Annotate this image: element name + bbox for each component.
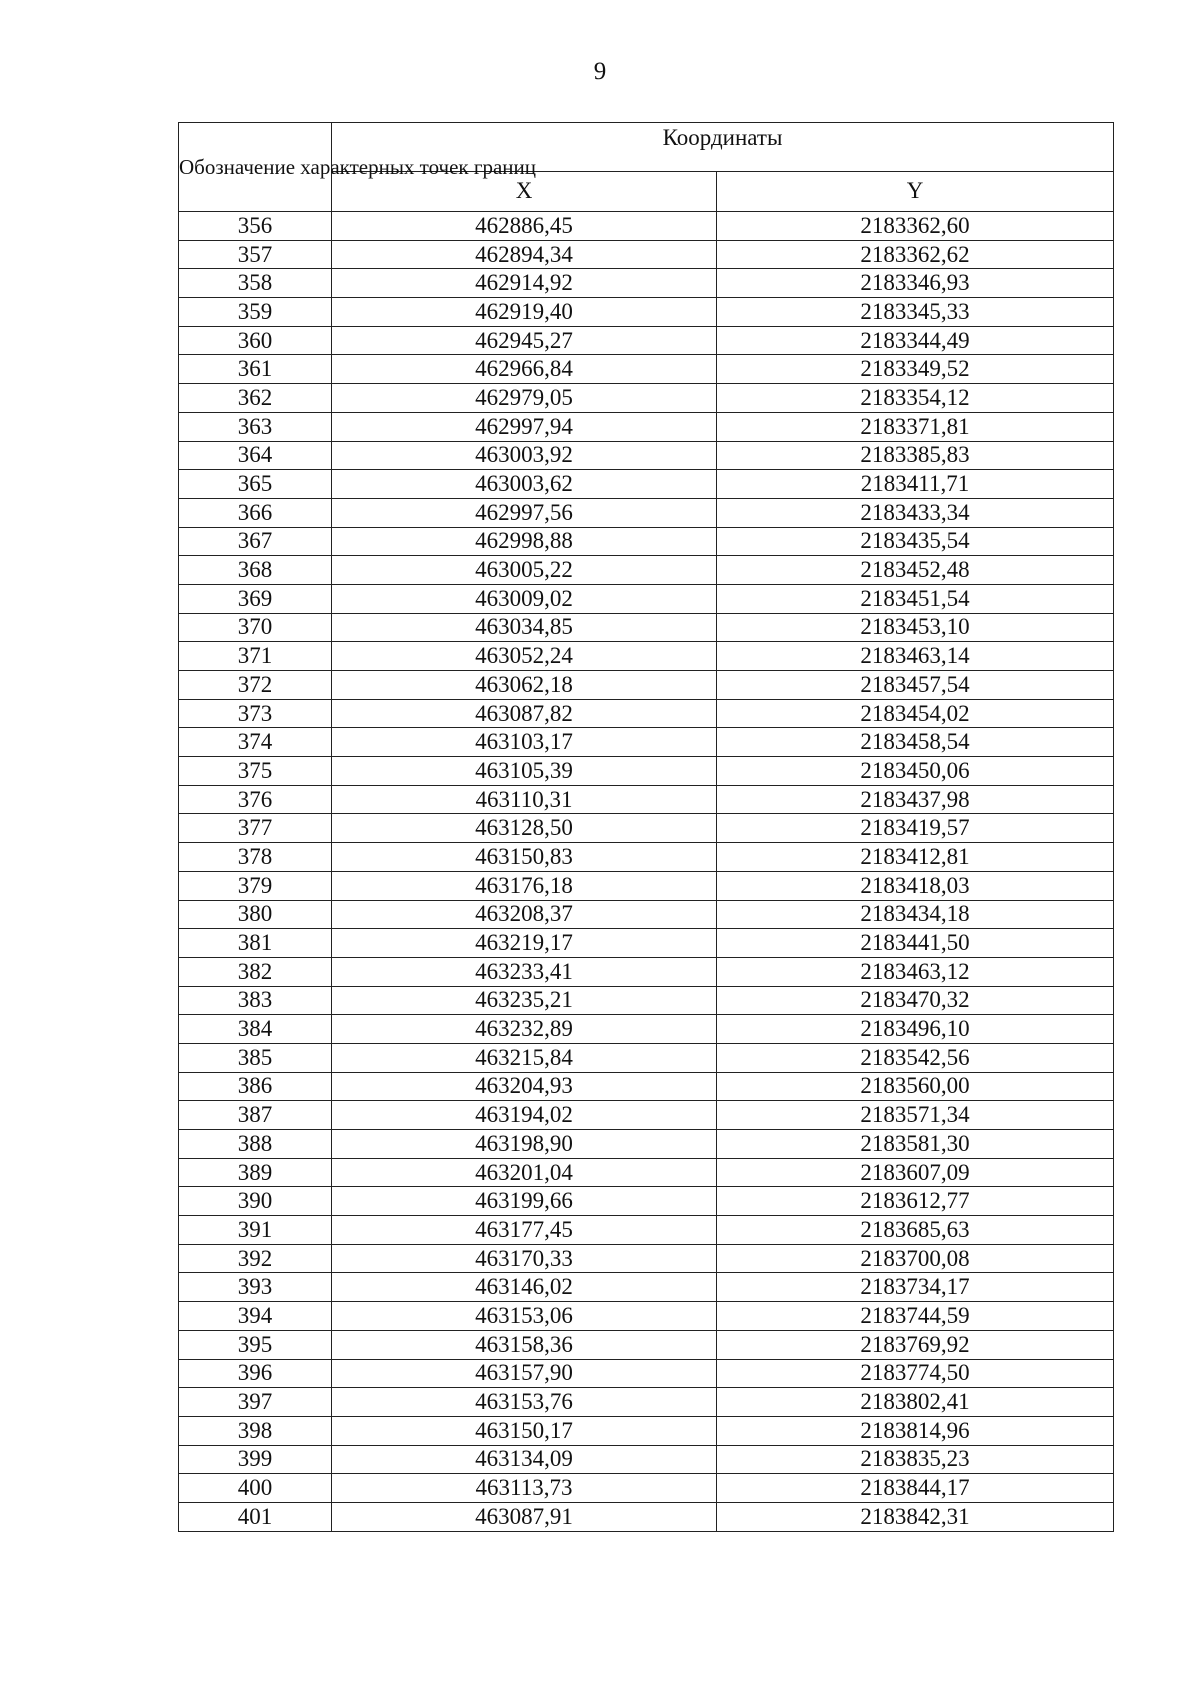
- point-cell: 372: [179, 671, 332, 700]
- x-cell: 463233,41: [332, 957, 717, 986]
- y-cell: 2183458,54: [717, 728, 1114, 757]
- table-row: [179, 1101, 1114, 1130]
- x-cell: 463052,24: [332, 642, 717, 671]
- table-row: [179, 1474, 1114, 1503]
- x-cell: 463170,33: [332, 1244, 717, 1273]
- header-point-designation: Обозначение характерных точек границ: [179, 123, 332, 212]
- y-cell: 2183454,02: [717, 699, 1114, 728]
- x-cell: 463194,02: [332, 1101, 717, 1130]
- point-cell: 386: [179, 1072, 332, 1101]
- x-cell: 462945,27: [332, 326, 717, 355]
- table-row: [179, 1302, 1114, 1331]
- x-cell: 463113,73: [332, 1474, 717, 1503]
- point-cell: 380: [179, 900, 332, 929]
- point-cell: 389: [179, 1158, 332, 1187]
- table-row: [179, 584, 1114, 613]
- x-cell: 462886,45: [332, 212, 717, 241]
- point-cell: 396: [179, 1359, 332, 1388]
- table-row: [179, 671, 1114, 700]
- y-cell: 2183453,10: [717, 613, 1114, 642]
- table-row: [179, 412, 1114, 441]
- x-cell: 463103,17: [332, 728, 717, 757]
- table-row: [179, 785, 1114, 814]
- table-row: [179, 470, 1114, 499]
- x-cell: 462997,94: [332, 412, 717, 441]
- table-row: [179, 1130, 1114, 1159]
- table-row: [179, 843, 1114, 872]
- page-number: 9: [593, 58, 607, 85]
- point-cell: 376: [179, 785, 332, 814]
- point-cell: 384: [179, 1015, 332, 1044]
- point-cell: 363: [179, 412, 332, 441]
- table-row: [179, 1502, 1114, 1531]
- y-cell: 2183371,81: [717, 412, 1114, 441]
- table-row: [179, 1359, 1114, 1388]
- point-cell: 397: [179, 1388, 332, 1417]
- y-cell: 2183457,54: [717, 671, 1114, 700]
- table-row: [179, 1015, 1114, 1044]
- y-cell: 2183774,50: [717, 1359, 1114, 1388]
- table-row: [179, 613, 1114, 642]
- table-row: [179, 556, 1114, 585]
- y-cell: 2183362,60: [717, 212, 1114, 241]
- table-row: [179, 757, 1114, 786]
- header-coordinates: Координаты: [332, 123, 1114, 172]
- y-cell: 2183542,56: [717, 1043, 1114, 1072]
- point-cell: 367: [179, 527, 332, 556]
- x-cell: 463219,17: [332, 929, 717, 958]
- point-cell: 395: [179, 1330, 332, 1359]
- table-row: [179, 699, 1114, 728]
- y-cell: 2183571,34: [717, 1101, 1114, 1130]
- point-cell: 375: [179, 757, 332, 786]
- point-cell: 377: [179, 814, 332, 843]
- x-cell: 462997,56: [332, 498, 717, 527]
- point-cell: 357: [179, 240, 332, 269]
- y-cell: 2183419,57: [717, 814, 1114, 843]
- table-row: [179, 1244, 1114, 1273]
- y-cell: 2183612,77: [717, 1187, 1114, 1216]
- x-cell: 463128,50: [332, 814, 717, 843]
- x-cell: 462998,88: [332, 527, 717, 556]
- table-row: [179, 240, 1114, 269]
- x-cell: 463105,39: [332, 757, 717, 786]
- y-cell: 2183344,49: [717, 326, 1114, 355]
- point-cell: 360: [179, 326, 332, 355]
- point-cell: 364: [179, 441, 332, 470]
- point-cell: 358: [179, 269, 332, 298]
- x-cell: 463153,06: [332, 1302, 717, 1331]
- x-cell: 463003,62: [332, 470, 717, 499]
- table-row: [179, 527, 1114, 556]
- y-cell: 2183581,30: [717, 1130, 1114, 1159]
- point-cell: 370: [179, 613, 332, 642]
- x-cell: 463153,76: [332, 1388, 717, 1417]
- x-cell: 463150,17: [332, 1416, 717, 1445]
- point-cell: 400: [179, 1474, 332, 1503]
- table-row: [179, 642, 1114, 671]
- x-cell: 462914,92: [332, 269, 717, 298]
- y-cell: 2183814,96: [717, 1416, 1114, 1445]
- point-cell: 390: [179, 1187, 332, 1216]
- y-cell: 2183844,17: [717, 1474, 1114, 1503]
- x-cell: 463204,93: [332, 1072, 717, 1101]
- point-cell: 385: [179, 1043, 332, 1072]
- x-cell: 463158,36: [332, 1330, 717, 1359]
- y-cell: 2183769,92: [717, 1330, 1114, 1359]
- table-row: [179, 1216, 1114, 1245]
- table-row: [179, 814, 1114, 843]
- point-cell: 371: [179, 642, 332, 671]
- y-cell: 2183412,81: [717, 843, 1114, 872]
- y-cell: 2183346,93: [717, 269, 1114, 298]
- x-cell: 463062,18: [332, 671, 717, 700]
- y-cell: 2183411,71: [717, 470, 1114, 499]
- point-cell: 365: [179, 470, 332, 499]
- y-cell: 2183744,59: [717, 1302, 1114, 1331]
- x-cell: 462894,34: [332, 240, 717, 269]
- point-cell: 388: [179, 1130, 332, 1159]
- x-cell: 463146,02: [332, 1273, 717, 1302]
- y-cell: 2183470,32: [717, 986, 1114, 1015]
- y-cell: 2183349,52: [717, 355, 1114, 384]
- point-cell: 374: [179, 728, 332, 757]
- y-cell: 2183345,33: [717, 298, 1114, 327]
- point-cell: 383: [179, 986, 332, 1015]
- y-cell: 2183835,23: [717, 1445, 1114, 1474]
- x-cell: 463201,04: [332, 1158, 717, 1187]
- point-cell: 392: [179, 1244, 332, 1273]
- x-cell: 463087,82: [332, 699, 717, 728]
- y-cell: 2183418,03: [717, 871, 1114, 900]
- x-cell: 463198,90: [332, 1130, 717, 1159]
- x-cell: 463150,83: [332, 843, 717, 872]
- x-cell: 462919,40: [332, 298, 717, 327]
- point-cell: 356: [179, 212, 332, 241]
- point-cell: 394: [179, 1302, 332, 1331]
- point-cell: 401: [179, 1502, 332, 1531]
- y-cell: 2183441,50: [717, 929, 1114, 958]
- y-cell: 2183433,34: [717, 498, 1114, 527]
- x-cell: 463034,85: [332, 613, 717, 642]
- point-cell: 378: [179, 843, 332, 872]
- table-row: [179, 1388, 1114, 1417]
- table-row: [179, 212, 1114, 241]
- x-cell: 463110,31: [332, 785, 717, 814]
- y-cell: 2183385,83: [717, 441, 1114, 470]
- y-cell: 2183496,10: [717, 1015, 1114, 1044]
- table-row: [179, 1187, 1114, 1216]
- table-row: [179, 1072, 1114, 1101]
- x-cell: 463232,89: [332, 1015, 717, 1044]
- table-body: [179, 212, 1114, 1532]
- table-row: [179, 298, 1114, 327]
- table-row: [179, 871, 1114, 900]
- table-row: [179, 441, 1114, 470]
- x-cell: 463215,84: [332, 1043, 717, 1072]
- table-row: [179, 1330, 1114, 1359]
- coordinates-table: [178, 122, 1114, 1532]
- x-cell: 463009,02: [332, 584, 717, 613]
- point-cell: 359: [179, 298, 332, 327]
- point-cell: 366: [179, 498, 332, 527]
- point-cell: 381: [179, 929, 332, 958]
- table-row: [179, 384, 1114, 413]
- table-row: [179, 1043, 1114, 1072]
- y-cell: 2183452,48: [717, 556, 1114, 585]
- y-cell: 2183463,12: [717, 957, 1114, 986]
- table-row: [179, 900, 1114, 929]
- x-cell: 463005,22: [332, 556, 717, 585]
- point-cell: 387: [179, 1101, 332, 1130]
- table-row: [179, 498, 1114, 527]
- y-cell: 2183700,08: [717, 1244, 1114, 1273]
- header-x: X: [332, 171, 717, 211]
- y-cell: 2183685,63: [717, 1216, 1114, 1245]
- point-cell: 369: [179, 584, 332, 613]
- point-cell: 398: [179, 1416, 332, 1445]
- y-cell: 2183434,18: [717, 900, 1114, 929]
- point-cell: 382: [179, 957, 332, 986]
- x-cell: 463177,45: [332, 1216, 717, 1245]
- table-row: [179, 1445, 1114, 1474]
- table-header: [179, 123, 1114, 212]
- point-cell: 379: [179, 871, 332, 900]
- x-cell: 463157,90: [332, 1359, 717, 1388]
- y-cell: 2183607,09: [717, 1158, 1114, 1187]
- table-row: [179, 355, 1114, 384]
- y-cell: 2183463,14: [717, 642, 1114, 671]
- y-cell: 2183802,41: [717, 1388, 1114, 1417]
- point-cell: 373: [179, 699, 332, 728]
- y-cell: 2183435,54: [717, 527, 1114, 556]
- y-cell: 2183437,98: [717, 785, 1114, 814]
- y-cell: 2183354,12: [717, 384, 1114, 413]
- y-cell: 2183734,17: [717, 1273, 1114, 1302]
- table-row: [179, 1273, 1114, 1302]
- x-cell: 463199,66: [332, 1187, 717, 1216]
- point-cell: 399: [179, 1445, 332, 1474]
- point-cell: 368: [179, 556, 332, 585]
- x-cell: 462979,05: [332, 384, 717, 413]
- x-cell: 463087,91: [332, 1502, 717, 1531]
- x-cell: 463176,18: [332, 871, 717, 900]
- table-row: [179, 269, 1114, 298]
- point-cell: 361: [179, 355, 332, 384]
- table-row: [179, 929, 1114, 958]
- table-row: [179, 1158, 1114, 1187]
- y-cell: 2183450,06: [717, 757, 1114, 786]
- table-row: [179, 957, 1114, 986]
- point-cell: 393: [179, 1273, 332, 1302]
- y-cell: 2183451,54: [717, 584, 1114, 613]
- header-y: Y: [717, 171, 1114, 211]
- table-row: [179, 326, 1114, 355]
- y-cell: 2183842,31: [717, 1502, 1114, 1531]
- table-row: [179, 986, 1114, 1015]
- point-cell: 391: [179, 1216, 332, 1245]
- point-cell: 362: [179, 384, 332, 413]
- x-cell: 462966,84: [332, 355, 717, 384]
- y-cell: 2183362,62: [717, 240, 1114, 269]
- x-cell: 463003,92: [332, 441, 717, 470]
- x-cell: 463208,37: [332, 900, 717, 929]
- x-cell: 463235,21: [332, 986, 717, 1015]
- table-row: [179, 1416, 1114, 1445]
- table-row: [179, 728, 1114, 757]
- x-cell: 463134,09: [332, 1445, 717, 1474]
- y-cell: 2183560,00: [717, 1072, 1114, 1101]
